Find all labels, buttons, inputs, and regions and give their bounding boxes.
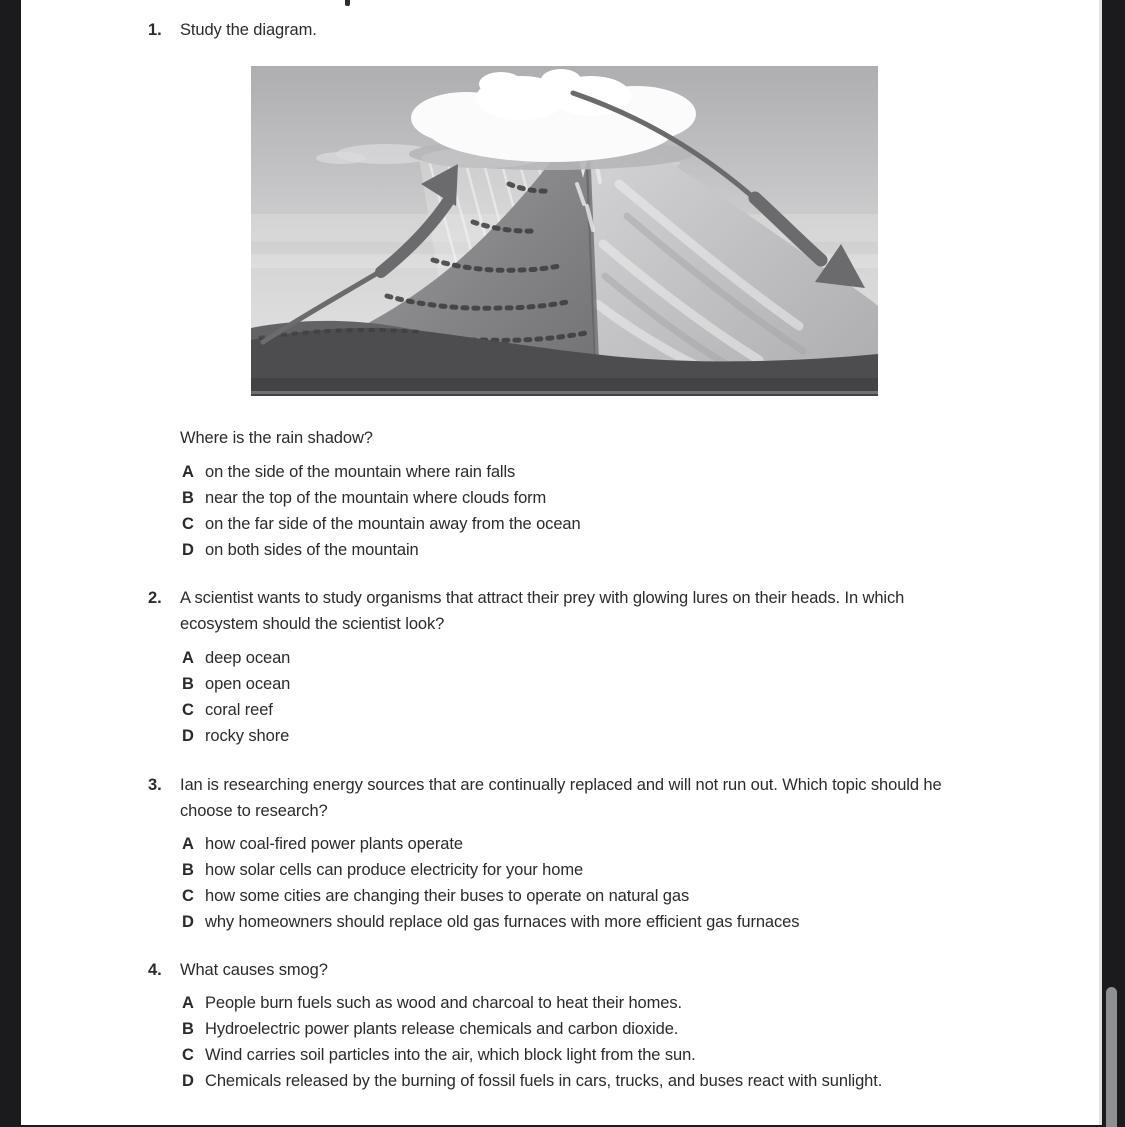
option-row <box>182 1016 1008 1042</box>
option-text: how coal-fired power plants operate <box>205 835 463 853</box>
question-4 <box>148 957 1008 983</box>
option-text: on the far side of the mountain away from the ocean <box>205 515 581 533</box>
question-number: 1. <box>148 21 162 39</box>
question-2 <box>148 585 1008 637</box>
option-text: why homeowners should replace old gas furnaces with more efficient gas furnaces <box>205 913 800 931</box>
option-letter: D <box>182 541 194 559</box>
option-text: deep ocean <box>205 649 291 667</box>
question-1 <box>148 17 1008 43</box>
option-text: coral reef <box>205 701 273 719</box>
option-letter: B <box>182 675 194 693</box>
option-row <box>182 645 1008 671</box>
question-3-options <box>182 831 1008 935</box>
question-text: Ian is researching energy sources that are continually replaced and will not run out. Which topic should he choose to research? <box>180 776 942 820</box>
option-text: Chemicals released by the burning of fossil fuels in cars, trucks, and buses react with sunlight. <box>205 1072 883 1090</box>
option-letter: D <box>182 727 194 745</box>
option-text: on the side of the mountain where rain falls <box>205 463 516 481</box>
option-row <box>182 1068 1008 1094</box>
option-letter: A <box>182 835 194 853</box>
scrollbar-thumb[interactable] <box>1106 987 1117 1127</box>
option-letter: B <box>182 1020 194 1038</box>
option-row <box>182 831 1008 857</box>
option-text: on both sides of the mountain <box>205 541 419 559</box>
option-letter: B <box>182 489 194 507</box>
question-text: A scientist wants to study organisms that attract their prey with glowing lures on their heads. In which ecosystem should the scientist look? <box>180 589 905 633</box>
option-text: rocky shore <box>205 727 290 745</box>
option-row <box>182 485 1008 511</box>
question-number: 4. <box>148 961 162 979</box>
option-text: Wind carries soil particles into the air, which block light from the sun. <box>205 1046 696 1064</box>
option-letter: A <box>182 463 194 481</box>
option-row <box>182 990 1008 1016</box>
question-text: Study the diagram. <box>180 21 317 39</box>
option-letter: C <box>182 701 194 719</box>
option-letter: D <box>182 913 194 931</box>
option-text: near the top of the mountain where clouds form <box>205 489 547 507</box>
option-row <box>182 537 1008 563</box>
question-4-options <box>182 990 1008 1094</box>
question-3 <box>148 772 1008 824</box>
option-row <box>182 883 1008 909</box>
option-letter: C <box>182 515 194 533</box>
option-letter: C <box>182 887 194 905</box>
question-1-options <box>182 459 1008 563</box>
option-letter: A <box>182 649 194 667</box>
rain-shadow-diagram <box>251 66 878 396</box>
option-row <box>182 511 1008 537</box>
document-page <box>21 0 1102 1125</box>
option-row <box>182 857 1008 883</box>
question-1-sub-question: Where is the rain shadow? <box>180 429 373 447</box>
page-content <box>148 0 1008 1094</box>
option-row <box>182 723 1008 749</box>
option-letter: C <box>182 1046 194 1064</box>
option-row <box>182 909 1008 935</box>
option-row <box>182 671 1008 697</box>
option-text: how solar cells can produce electricity for your home <box>205 861 584 879</box>
scrollbar-track[interactable] <box>1102 0 1125 1125</box>
option-text: People burn fuels such as wood and charcoal to heat their homes. <box>205 994 682 1012</box>
option-letter: D <box>182 1072 194 1090</box>
question-number: 3. <box>148 776 162 794</box>
option-text: how some cities are changing their buses to operate on natural gas <box>205 887 690 905</box>
question-number: 2. <box>148 589 162 607</box>
option-letter: B <box>182 861 194 879</box>
option-row <box>182 1042 1008 1068</box>
question-text: What causes smog? <box>180 961 328 979</box>
option-row <box>182 459 1008 485</box>
option-text: Hydroelectric power plants release chemicals and carbon dioxide. <box>205 1020 679 1038</box>
option-letter: A <box>182 994 194 1012</box>
option-row <box>182 697 1008 723</box>
option-text: open ocean <box>205 675 291 693</box>
question-2-options <box>182 645 1008 749</box>
